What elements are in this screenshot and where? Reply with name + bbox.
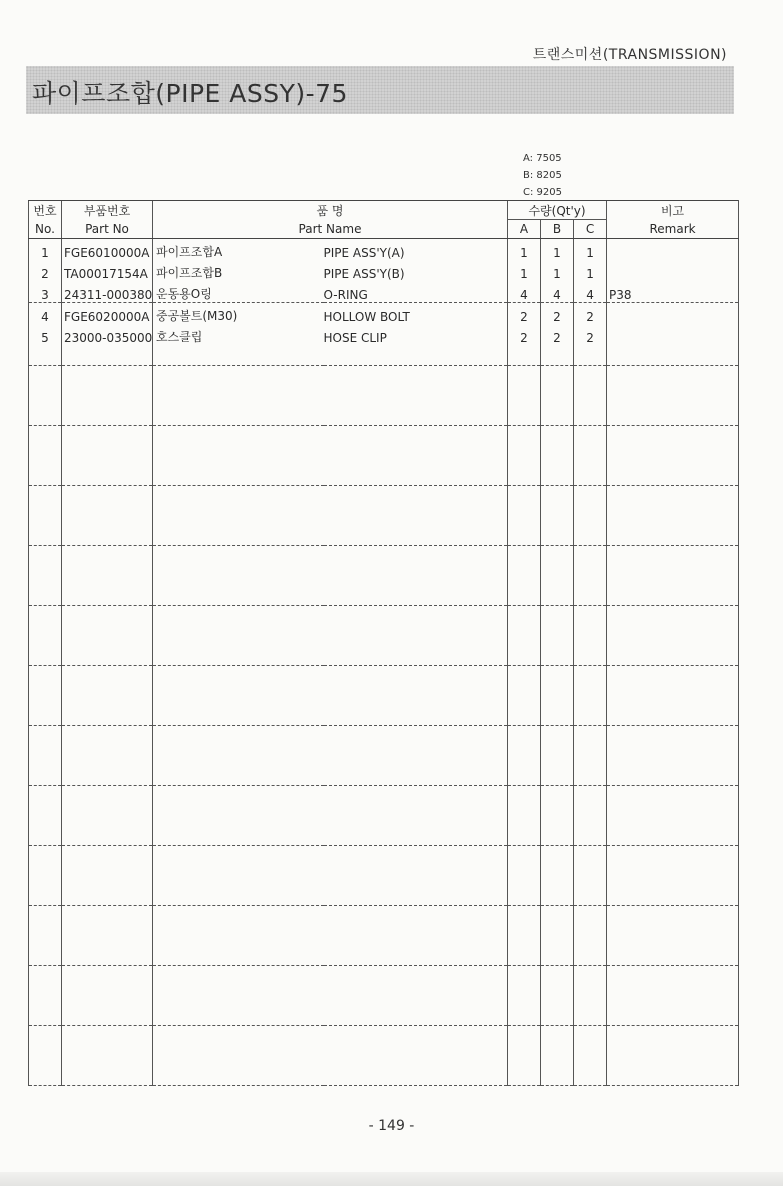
blank-row <box>29 366 739 426</box>
part-number: TA00017154A <box>62 260 153 281</box>
blank-row <box>29 786 739 846</box>
model-a-label: A: 7505 <box>523 153 562 164</box>
part-name-english: HOLLOW BOLT <box>323 310 410 324</box>
header-qty-c: C <box>574 220 607 239</box>
qty-a: 1 <box>508 239 541 261</box>
part-number: 24311-000380 <box>62 281 153 303</box>
header-row-english <box>29 220 739 239</box>
section-label: 트랜스미션(TRANSMISSION) <box>532 47 727 63</box>
remark <box>607 239 739 261</box>
remark <box>607 260 739 281</box>
part-number: FGE6010000A <box>62 239 153 261</box>
header-row-korean <box>29 201 739 220</box>
header-name-en: Part Name <box>153 220 508 239</box>
header-name-kr: 품 명 <box>153 201 508 220</box>
qty-a: 4 <box>508 281 541 303</box>
blank-row <box>29 666 739 726</box>
part-name-korean: 파이프조합A <box>153 239 324 261</box>
part-number: FGE6020000A <box>62 303 153 325</box>
blank-row <box>29 426 739 486</box>
blank-row <box>29 726 739 786</box>
header-qty-a: A <box>508 220 541 239</box>
header-part-no-en: Part No <box>62 220 153 239</box>
part-name-korean: 파이프조합B <box>153 260 324 281</box>
item-number: 4 <box>29 303 62 325</box>
qty-c: 1 <box>574 239 607 261</box>
title-bar <box>26 66 734 114</box>
qty-c: 4 <box>574 281 607 303</box>
table-row <box>29 281 739 303</box>
page-title: 파이프조합(PIPE ASSY)-75 <box>32 79 348 108</box>
header-part-no-kr: 부품번호 <box>62 201 153 220</box>
qty-a: 2 <box>508 324 541 345</box>
qty-c: 2 <box>574 303 607 325</box>
table-row <box>29 260 739 281</box>
model-c-label: C: 9205 <box>523 187 562 198</box>
blank-row <box>29 606 739 666</box>
table-row <box>29 303 739 325</box>
qty-a: 2 <box>508 303 541 325</box>
qty-b: 2 <box>541 324 574 345</box>
header-qty: 수량(Qt'y) <box>508 201 607 220</box>
part-name-english: O-RING <box>324 281 508 303</box>
part-name-korean: 호스클립 <box>153 324 324 345</box>
header-no-en: No. <box>29 220 62 239</box>
blank-row <box>29 546 739 606</box>
header-no-kr: 번호 <box>29 201 62 220</box>
part-name-english: PIPE ASS'Y(B) <box>323 267 405 281</box>
model-b-label: B: 8205 <box>523 170 562 181</box>
qty-b: 1 <box>541 239 574 261</box>
part-name-korean: 운동용O링 <box>153 281 324 303</box>
blank-row <box>29 846 739 906</box>
remark: P38 <box>607 281 739 303</box>
row-spacer <box>29 345 739 366</box>
part-number: 23000-035000 <box>62 324 153 345</box>
remark <box>607 303 739 325</box>
header-remark-kr: 비고 <box>607 201 739 220</box>
part-name-korean: 중공볼트(M30) <box>153 303 324 325</box>
item-number: 1 <box>29 239 62 261</box>
item-number: 3 <box>29 281 62 303</box>
blank-row <box>29 966 739 1026</box>
remark <box>607 324 739 345</box>
blank-row <box>29 1026 739 1086</box>
blank-row <box>29 906 739 966</box>
part-name-english: HOSE CLIP <box>323 331 387 345</box>
blank-row <box>29 486 739 546</box>
scan-edge <box>0 1172 783 1186</box>
qty-c: 2 <box>574 324 607 345</box>
header-qty-b: B <box>541 220 574 239</box>
qty-b: 1 <box>541 260 574 281</box>
part-name-english: PIPE ASS'Y(A) <box>323 246 405 260</box>
qty-b: 4 <box>541 281 574 303</box>
table-row <box>29 239 739 261</box>
page-number: - 149 - <box>368 1118 415 1134</box>
model-legend <box>523 150 562 201</box>
qty-a: 1 <box>508 260 541 281</box>
qty-c: 1 <box>574 260 607 281</box>
parts-table <box>28 200 739 1086</box>
header-remark-en: Remark <box>607 220 739 239</box>
item-number: 2 <box>29 260 62 281</box>
qty-b: 2 <box>541 303 574 325</box>
table-row <box>29 324 739 345</box>
item-number: 5 <box>29 324 62 345</box>
